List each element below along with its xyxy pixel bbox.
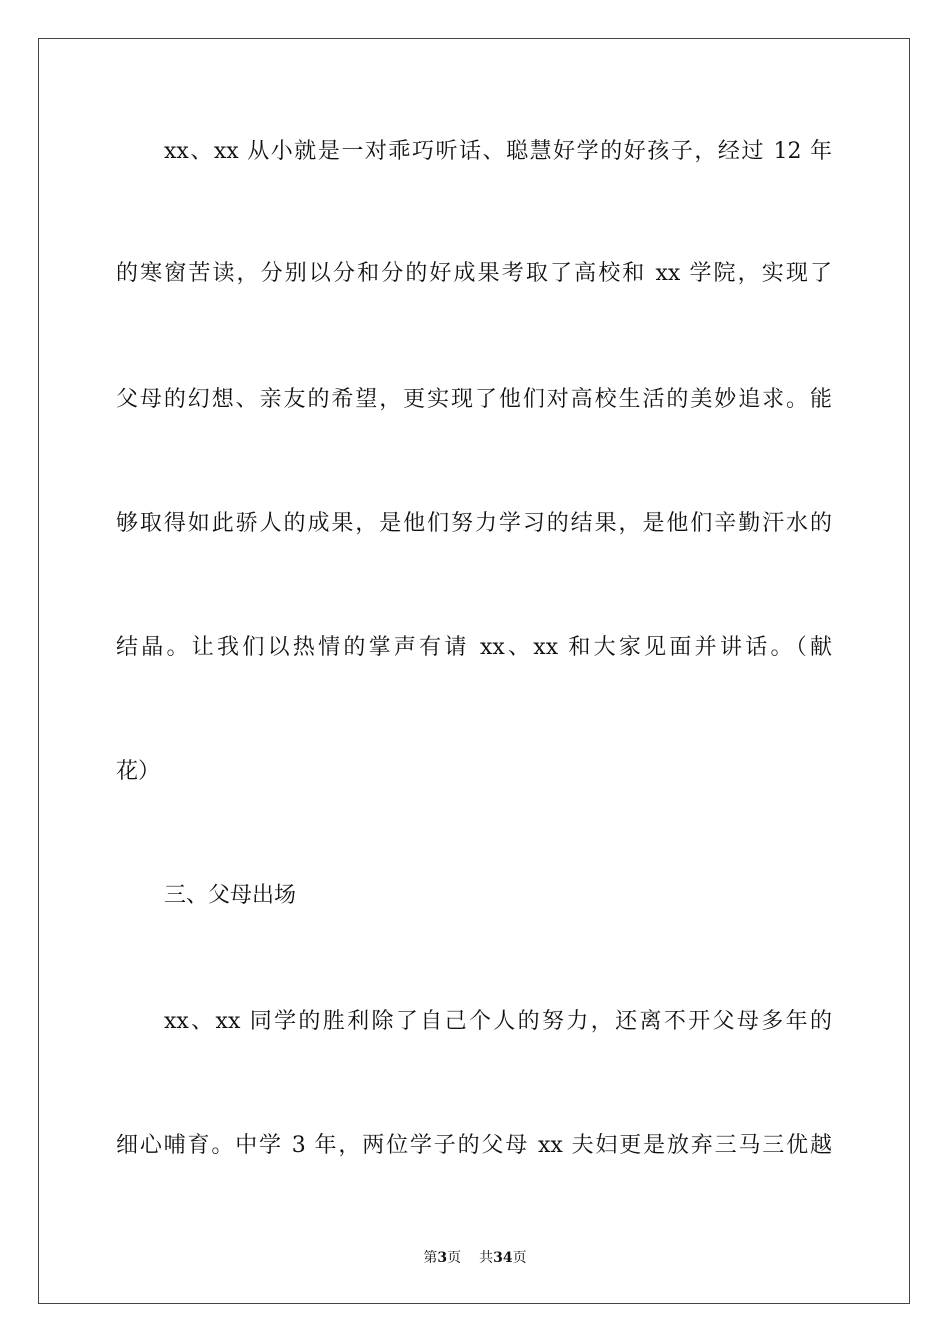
page-border xyxy=(38,38,910,1304)
paragraph-line-5: 结晶。让我们以热情的掌声有请 xx、xx 和大家见面并讲话。（献 xyxy=(116,635,832,660)
paragraph-line-3: 父母的幻想、亲友的希望，更实现了他们对高校生活的美妙追求。能 xyxy=(116,387,832,412)
paragraph-line-4: 够取得如此骄人的成果，是他们努力学习的结果，是他们辛勤汗水的 xyxy=(116,511,832,536)
paragraph-line-2: 的寒窗苦读，分别以分和分的好成果考取了高校和 xx 学院，实现了 xyxy=(116,261,832,286)
footer-page-number: 3 xyxy=(437,1250,448,1266)
footer-total-suffix: 页 xyxy=(512,1250,527,1266)
footer-total-prefix: 共 xyxy=(479,1250,494,1266)
paragraph-line-8: 细心哺育。中学 3 年，两位学子的父母 xx 夫妇更是放弃三马三优越 xyxy=(116,1133,832,1158)
footer-page-prefix: 第 xyxy=(423,1250,438,1266)
page-footer xyxy=(0,1248,950,1268)
footer-page-suffix: 页 xyxy=(447,1250,462,1266)
paragraph-line-1: xx、xx 从小就是一对乖巧听话、聪慧好学的好孩子，经过 12 年 xyxy=(164,139,832,164)
paragraph-line-6: 花） xyxy=(116,759,161,784)
section-heading: 三、父母出场 xyxy=(164,883,297,908)
paragraph-line-7: xx、xx 同学的胜利除了自己个人的努力，还离不开父母多年的 xyxy=(164,1009,832,1034)
footer-total-number: 34 xyxy=(493,1250,513,1266)
